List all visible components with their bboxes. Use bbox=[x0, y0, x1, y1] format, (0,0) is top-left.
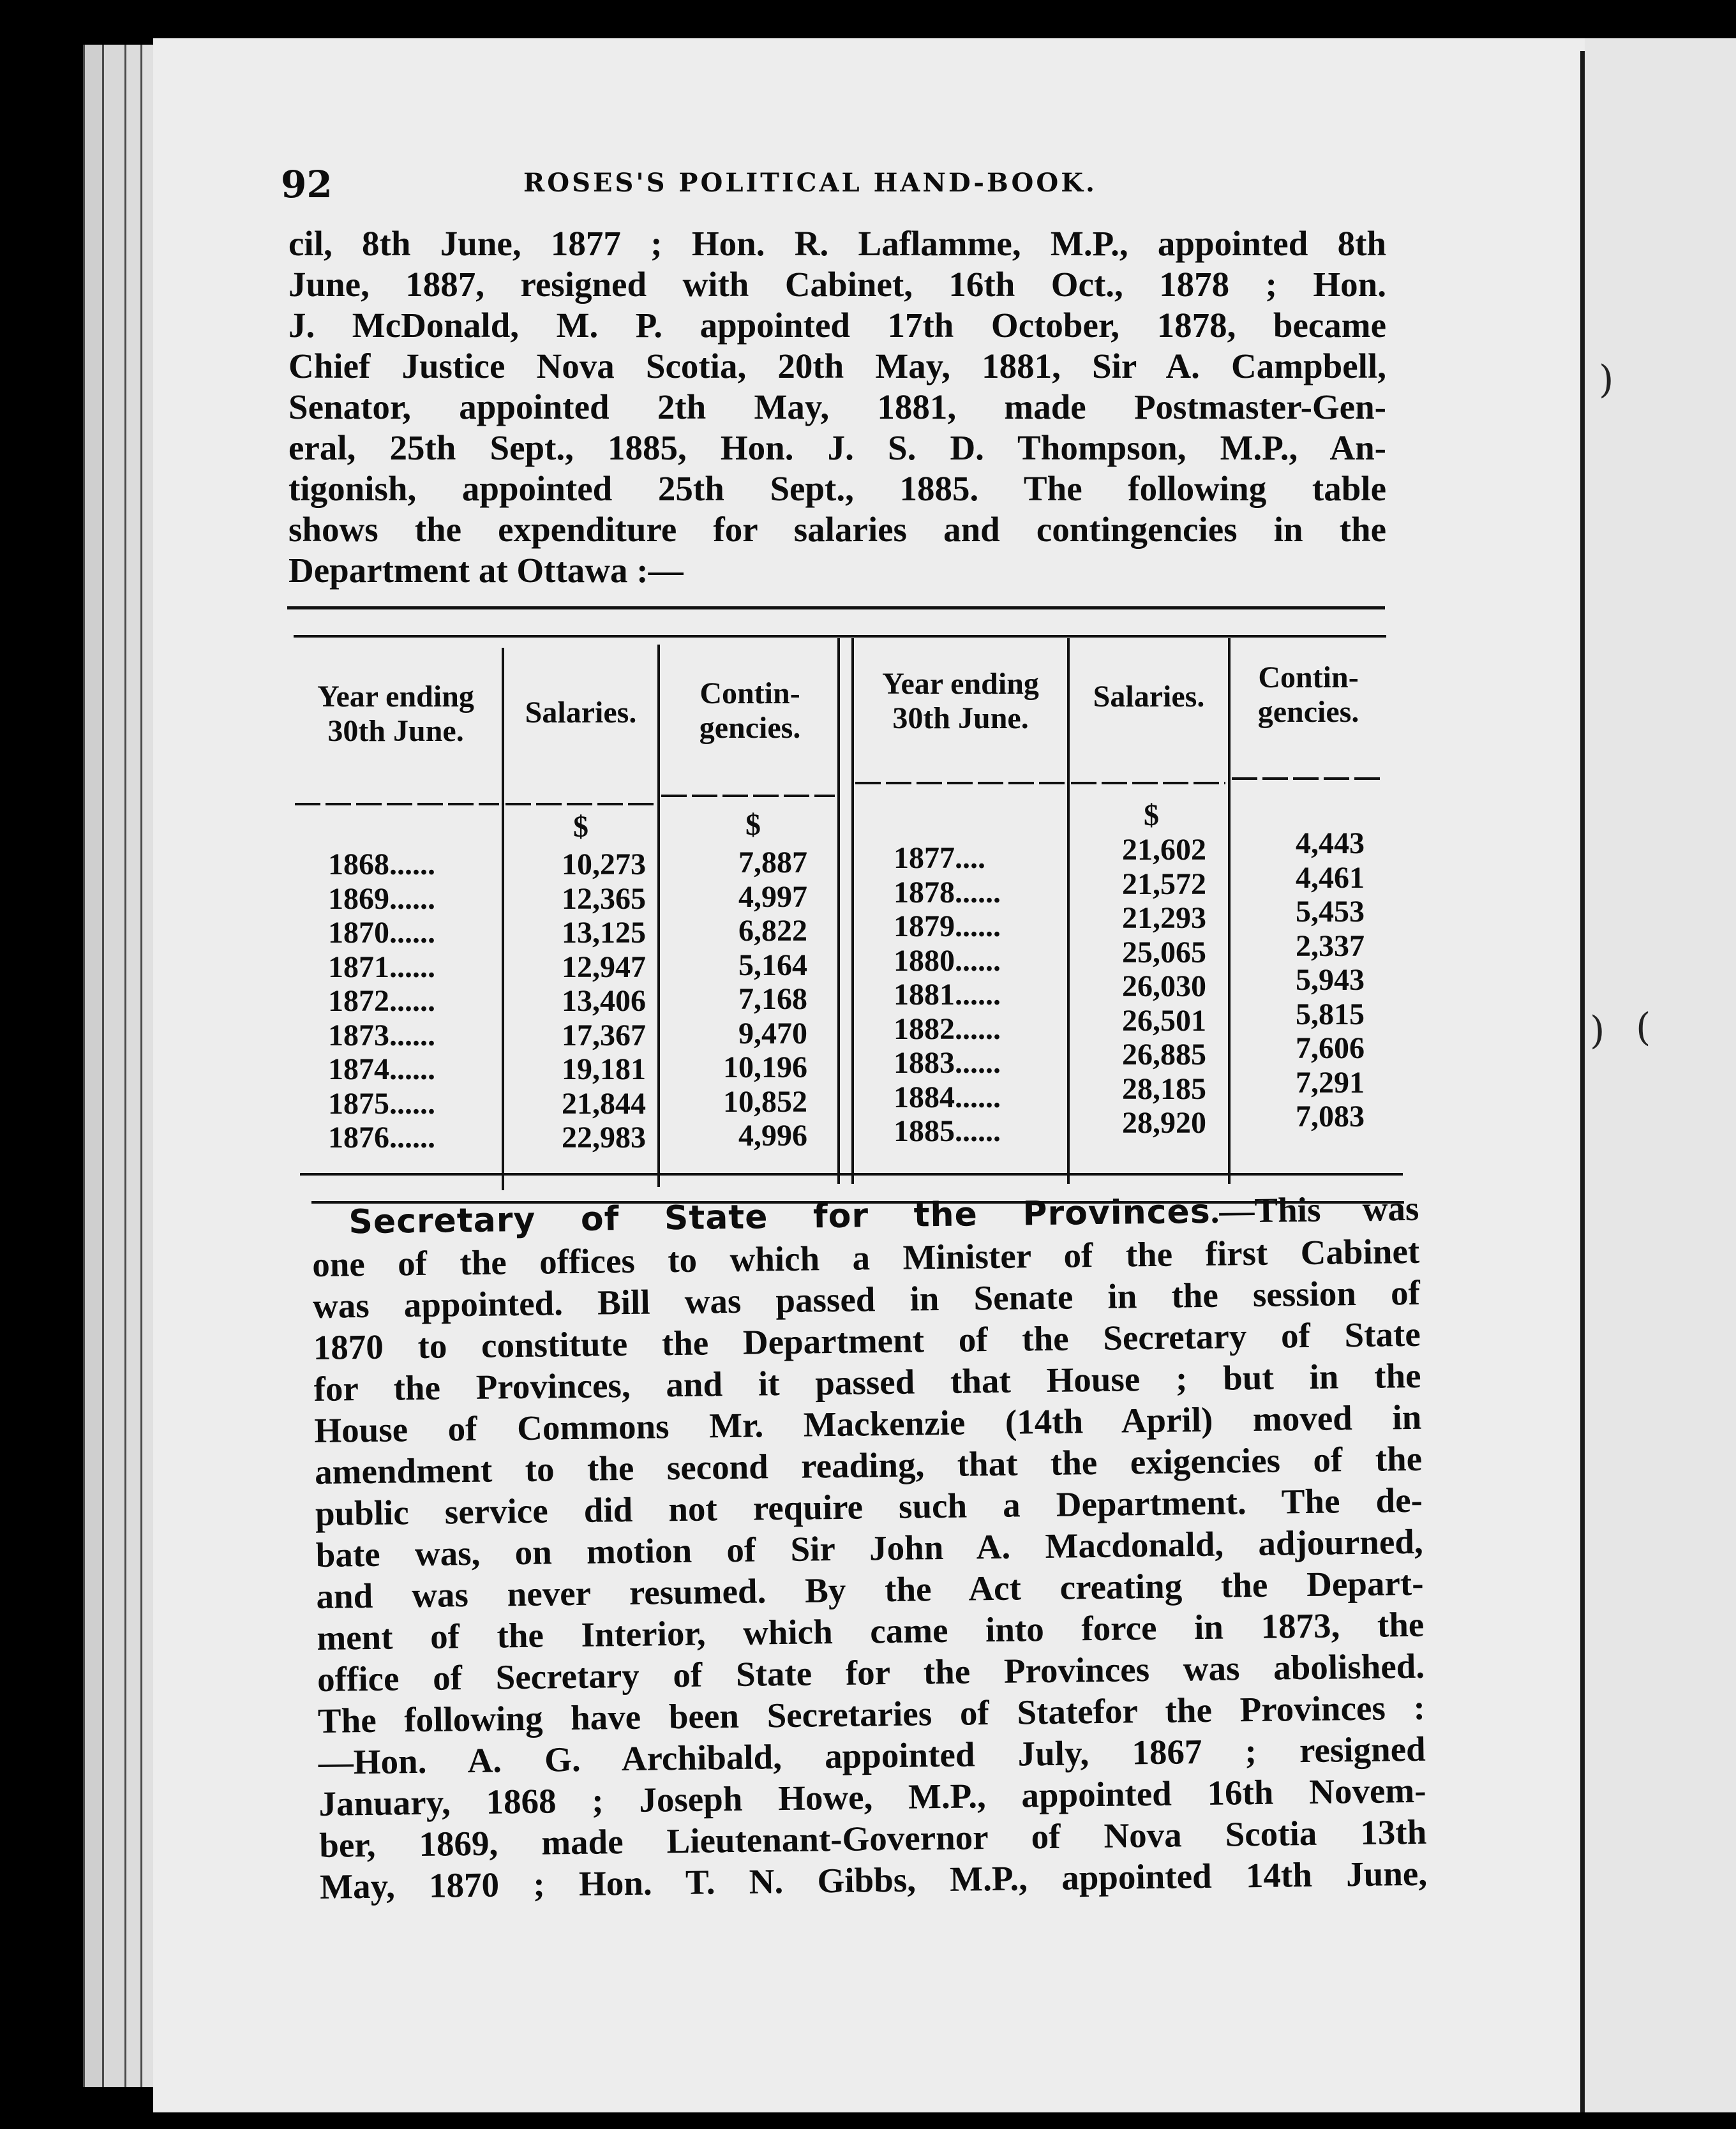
text-line: cil, 8th June, 1877 ; Hon. R. Laflamme, M.P., appointed 8th bbox=[288, 224, 1386, 263]
column-header-contingencies: Contin-gencies. bbox=[1257, 661, 1359, 729]
table-cell-contingencies: 7,606 bbox=[1296, 1031, 1365, 1065]
section-heading: Secretary of State for the Provinces bbox=[348, 1192, 1211, 1242]
table-cell-salaries: 12,365 bbox=[562, 881, 646, 916]
table-cell-salaries: 13,125 bbox=[562, 916, 646, 950]
table-cell-year: 1871...... bbox=[328, 950, 435, 984]
column-rule bbox=[502, 648, 504, 1190]
table-cell-contingencies: 4,997 bbox=[738, 879, 807, 914]
header-rule bbox=[505, 803, 655, 805]
text-line: Chief Justice Nova Scotia, 20th May, 1881, Sir A. Campbell, bbox=[288, 347, 1386, 385]
table-cell-year: 1883...... bbox=[894, 1046, 1001, 1080]
facing-page-mark: ) bbox=[1599, 357, 1614, 402]
text-line: was appointed. Bill was passed in Senate in the session of bbox=[312, 1273, 1421, 1326]
page-number: 92 bbox=[281, 163, 333, 206]
text-line: J. McDonald, M. P. appointed 17th October, 1878, became bbox=[288, 306, 1386, 345]
table-cell-contingencies: 9,470 bbox=[738, 1016, 807, 1050]
table-cell-year: 1870...... bbox=[328, 916, 435, 950]
table-cell-contingencies: 7,291 bbox=[1296, 1065, 1365, 1100]
table-cell-year: 1874...... bbox=[328, 1052, 435, 1086]
section-heading-continuation: .—This was bbox=[1210, 1188, 1419, 1230]
table-cell-contingencies: 7,887 bbox=[738, 846, 807, 879]
column-rule bbox=[1067, 638, 1070, 1184]
table-cell-year: 1882...... bbox=[894, 1012, 1001, 1046]
table-cell-salaries: 21,572 bbox=[1122, 867, 1206, 901]
column-rule bbox=[851, 638, 854, 1184]
table-cell-salaries: 28,185 bbox=[1122, 1072, 1206, 1106]
text-line: May, 1870 ; Hon. T. N. Gibbs, M.P., appointed 14th June, bbox=[319, 1853, 1428, 1906]
table-cell-contingencies: 5,164 bbox=[738, 948, 807, 982]
text-line: House of Commons Mr. Mackenzie (14th April) moved in bbox=[314, 1397, 1422, 1450]
table-cell-year: 1868...... bbox=[328, 848, 435, 881]
table-cell-contingencies: 10,196 bbox=[723, 1050, 807, 1084]
table-cell-year: 1884...... bbox=[894, 1080, 1001, 1114]
column-header-year: Year ending 30th June. bbox=[882, 667, 1039, 735]
currency-symbol: $ bbox=[745, 808, 761, 842]
table-cell-salaries: 22,983 bbox=[562, 1121, 646, 1154]
column-header-salaries: Salaries. bbox=[525, 696, 637, 729]
column-header-salaries: Salaries. bbox=[1093, 680, 1205, 713]
currency-symbol: $ bbox=[573, 810, 588, 844]
text-line: eral, 25th Sept., 1885, Hon. J. S. D. Thompson, M.P., An- bbox=[288, 428, 1386, 467]
table-cell-salaries: 26,885 bbox=[1122, 1038, 1206, 1072]
table-cell-contingencies: 5,943 bbox=[1296, 963, 1365, 997]
facing-page bbox=[1585, 38, 1736, 2112]
table-cell-salaries: 17,367 bbox=[562, 1018, 646, 1052]
text-line: Department at Ottawa :— bbox=[288, 551, 684, 590]
column-rule bbox=[1228, 638, 1231, 1184]
table-cell-year: 1881...... bbox=[894, 978, 1001, 1012]
currency-symbol: $ bbox=[1144, 798, 1159, 832]
table-cell-contingencies: 4,996 bbox=[738, 1119, 807, 1153]
salaries-column bbox=[1079, 833, 1206, 1140]
table-cell-contingencies: 7,168 bbox=[738, 982, 807, 1016]
contingencies-column bbox=[664, 846, 807, 1153]
table-cell-salaries: 25,065 bbox=[1122, 935, 1206, 969]
table-cell-salaries: 13,406 bbox=[562, 984, 646, 1018]
facing-page-mark: ) bbox=[1590, 1008, 1605, 1053]
table-cell-contingencies: 4,461 bbox=[1296, 860, 1365, 895]
table-cell-salaries: 21,293 bbox=[1122, 901, 1206, 935]
column-rule bbox=[837, 638, 840, 1184]
year-column bbox=[328, 848, 500, 1155]
table-cell-year: 1877.... bbox=[894, 841, 985, 875]
text-line: ment of the Interior, which came into force in 1873, the bbox=[316, 1604, 1425, 1657]
table-cell-contingencies: 6,822 bbox=[738, 914, 807, 948]
table-cell-year: 1885...... bbox=[894, 1114, 1001, 1148]
table-cell-year: 1873...... bbox=[328, 1018, 435, 1052]
table-cell-contingencies: 5,815 bbox=[1296, 997, 1365, 1031]
table-cell-salaries: 10,273 bbox=[562, 848, 646, 881]
column-rule bbox=[657, 645, 660, 1187]
header-rule bbox=[661, 795, 835, 797]
table-cell-year: 1876...... bbox=[328, 1121, 435, 1154]
text-line: June, 1887, resigned with Cabinet, 16th Oct., 1878 ; Hon. bbox=[288, 265, 1386, 304]
table-cell-contingencies: 4,443 bbox=[1296, 826, 1365, 860]
text-line: and was never resumed. By the Act creating the Depart- bbox=[316, 1563, 1424, 1616]
running-title: ROSES'S POLITICAL HAND-BOOK. bbox=[523, 168, 1097, 198]
text-line: one of the offices to which a Minister of the first Cabinet bbox=[311, 1231, 1420, 1284]
table-cell-salaries: 26,501 bbox=[1122, 1003, 1206, 1038]
text-line: shows the expenditure for salaries and contingencies in the bbox=[288, 510, 1386, 549]
table-cell-salaries: 21,844 bbox=[562, 1086, 646, 1121]
text-line: ber, 1869, made Lieutenant-Governor of Nova Scotia 13th bbox=[318, 1812, 1427, 1865]
text-line: office of Secretary of State for the Provinces was abolished. bbox=[317, 1646, 1425, 1699]
year-column bbox=[894, 841, 1066, 1149]
table-cell-salaries: 28,920 bbox=[1122, 1106, 1206, 1140]
header-rule bbox=[1232, 777, 1385, 780]
intro-paragraph bbox=[288, 223, 1386, 591]
header-rule bbox=[295, 803, 499, 805]
salaries-column bbox=[511, 848, 646, 1155]
table-top-rule bbox=[287, 606, 1385, 609]
table-top-rule bbox=[294, 635, 1386, 638]
text-line: public service did not require such a Department. The de- bbox=[315, 1480, 1423, 1533]
table-bottom-rule bbox=[300, 1173, 1403, 1176]
section-paragraph bbox=[311, 1188, 1427, 1908]
header-rule bbox=[855, 782, 1065, 784]
text-line: Senator, appointed 2th May, 1881, made Postmaster-Gen- bbox=[288, 387, 1386, 426]
text-line: tigonish, appointed 25th Sept., 1885. The following table bbox=[288, 469, 1386, 508]
text-line: for the Provinces, and it passed that House ; but in the bbox=[313, 1356, 1421, 1408]
text-line: 1870 to constitute the Department of the Secretary of State bbox=[313, 1314, 1421, 1367]
table-cell-contingencies: 7,083 bbox=[1296, 1100, 1365, 1133]
header-rule bbox=[1071, 782, 1225, 784]
text-line: amendment to the second reading, that the exigencies of the bbox=[314, 1438, 1423, 1491]
column-header-contingencies: Contin-gencies. bbox=[699, 676, 801, 745]
table-cell-year: 1872...... bbox=[328, 984, 435, 1018]
facing-page-mark: ( bbox=[1636, 1005, 1651, 1050]
table-cell-year: 1878...... bbox=[894, 875, 1001, 909]
column-header-year: Year ending 30th June. bbox=[317, 680, 474, 748]
table-cell-year: 1880...... bbox=[894, 943, 1001, 978]
text-line: bate was, on motion of Sir John A. Macdonald, adjourned, bbox=[315, 1521, 1424, 1574]
text-line: —Hon. A. G. Archibald, appointed July, 1867 ; resigned bbox=[318, 1729, 1426, 1782]
text-line: The following have been Secretaries of Statefor the Provinces : bbox=[317, 1687, 1426, 1740]
table-cell-contingencies: 10,852 bbox=[723, 1084, 807, 1119]
table-cell-year: 1869...... bbox=[328, 881, 435, 916]
table-cell-contingencies: 2,337 bbox=[1296, 929, 1365, 963]
table-cell-salaries: 12,947 bbox=[562, 950, 646, 984]
table-cell-salaries: 26,030 bbox=[1122, 969, 1206, 1003]
book-gutter bbox=[1580, 51, 1585, 2112]
table-cell-salaries: 19,181 bbox=[562, 1052, 646, 1086]
contingencies-column bbox=[1238, 826, 1365, 1134]
table-cell-year: 1875...... bbox=[328, 1086, 435, 1121]
running-head bbox=[281, 163, 1391, 214]
table-cell-year: 1879...... bbox=[894, 909, 1001, 943]
table-cell-contingencies: 5,453 bbox=[1296, 895, 1365, 929]
table-cell-salaries: 21,602 bbox=[1122, 833, 1206, 867]
text-line: January, 1868 ; Joseph Howe, M.P., appointed 16th Novem- bbox=[318, 1770, 1426, 1823]
